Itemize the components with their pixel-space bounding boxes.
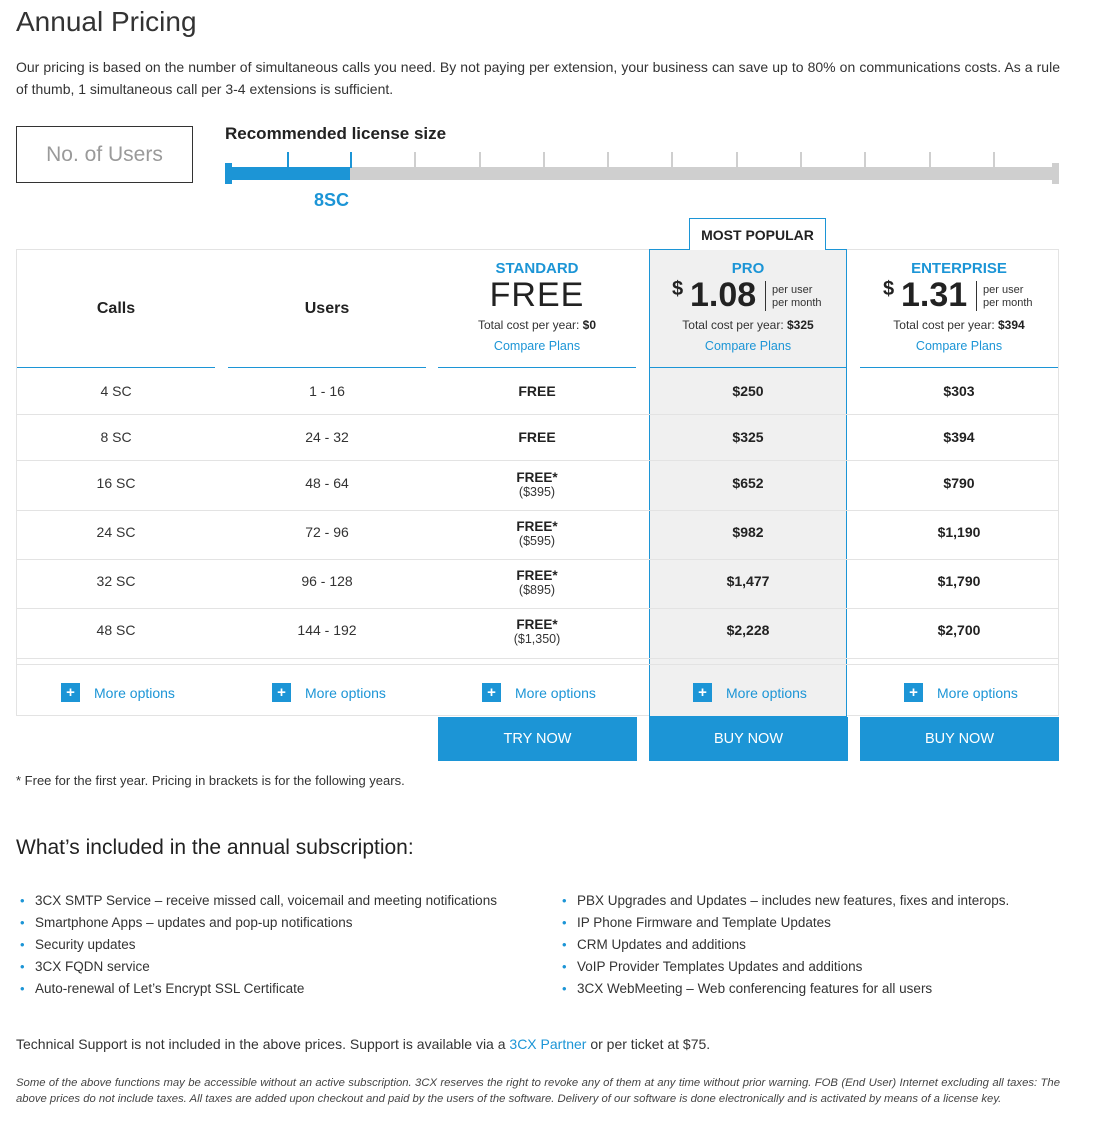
most-popular-badge: MOST POPULAR [689,218,826,250]
bullet-icon: • [562,937,567,952]
try-now-button[interactable]: TRY NOW [438,717,637,761]
table-cell-standard: FREE [518,429,556,445]
price-divider [765,281,766,311]
list-item-text: VoIP Provider Templates Updates and additions [577,959,863,974]
table-cell-standard [438,471,636,499]
table-cell-standard [438,520,636,548]
more-options-enterprise[interactable] [904,683,1018,702]
table-cell-calls: 24 SC [96,524,136,540]
slider-tick[interactable] [671,152,673,168]
table-cell-enterprise: $394 [943,429,975,445]
price-unit [772,284,822,310]
table-cell-pro: $1,477 [726,573,770,589]
bullet-icon: • [20,915,25,930]
table-cell-users: 96 - 128 [301,573,353,589]
per-user: per user [772,284,813,296]
bullet-icon: • [20,937,25,952]
pro-total [649,318,847,332]
standard-first-year: FREE* [516,470,558,485]
buy-now-enterprise-button[interactable]: BUY NOW [860,717,1059,761]
list-item [16,956,497,978]
slider-tick[interactable] [607,152,609,168]
free-footnote: * Free for the first year. Pricing in brackets is for the following years. [16,773,405,788]
more-options-pro[interactable] [693,683,807,702]
price-unit [983,284,1033,310]
slider-tick[interactable] [287,152,289,168]
row-divider [17,460,1058,461]
table-cell-users: 72 - 96 [305,524,349,540]
more-options-calls[interactable] [61,683,175,702]
standard-following-years: ($595) [518,534,556,548]
plus-icon[interactable]: + [693,683,712,702]
table-cell-enterprise: $790 [943,475,975,491]
slider-endcap-left [225,163,232,184]
users-header: Users [304,300,350,317]
list-item-text: CRM Updates and additions [577,937,746,952]
header-underline [228,367,426,368]
standard-plan-name: STANDARD [495,260,579,277]
plus-icon[interactable]: + [904,683,923,702]
slider-tick[interactable] [864,152,866,168]
list-item-text: Auto-renewal of Let’s Encrypt SSL Certificate [35,981,305,996]
standard-first-year: FREE* [516,519,558,534]
total-label: Total cost per year: [893,318,998,332]
total-value: $394 [998,318,1025,332]
list-item [558,934,1009,956]
bullet-icon: • [562,981,567,996]
standard-price: FREE [489,276,585,314]
buy-now-pro-button[interactable]: BUY NOW [649,717,848,761]
bullet-icon: • [20,893,25,908]
more-options-standard[interactable] [482,683,596,702]
more-options-label[interactable]: More options [305,684,386,701]
support-text-end: or per ticket at $75. [586,1036,711,1052]
slider-tick[interactable] [929,152,931,168]
table-cell-enterprise: $303 [943,383,975,399]
list-item-text: 3CX WebMeeting – Web conferencing features for all users [577,981,933,996]
table-cell-standard [438,618,636,646]
enterprise-total [860,318,1058,332]
pro-price [672,276,832,316]
support-note [16,1036,710,1052]
table-cell-users: 1 - 16 [309,383,345,399]
list-item [16,978,497,1000]
list-item-text: PBX Upgrades and Updates – includes new features, fixes and interops. [577,893,1010,908]
bullet-icon: • [20,981,25,996]
more-options-label[interactable]: More options [726,684,807,701]
enterprise-price [883,276,1043,316]
standard-following-years: ($1,350) [513,632,561,646]
table-cell-pro: $250 [732,383,764,399]
list-item-text: Smartphone Apps – updates and pop-up notifications [35,915,353,930]
partner-link[interactable]: 3CX Partner [509,1036,587,1052]
table-cell-users: 144 - 192 [297,622,357,638]
price-divider [976,281,977,311]
table-cell-pro: $982 [732,524,764,540]
license-slider-fill [225,167,350,180]
slider-tick[interactable] [479,152,481,168]
standard-total [438,318,636,332]
table-cell-calls: 4 SC [100,383,132,399]
total-value: $325 [787,318,814,332]
table-cell-standard: FREE [518,383,556,399]
list-item [16,912,497,934]
standard-first-year: FREE* [516,617,558,632]
table-cell-pro: $2,228 [726,622,770,638]
header-underline [649,367,847,368]
standard-following-years: ($895) [518,583,556,597]
slider-handle[interactable] [350,152,352,168]
table-cell-users: 24 - 32 [305,429,349,445]
per-month: per month [983,297,1033,309]
currency-symbol: $ [883,278,895,300]
standard-first-year: FREE* [516,568,558,583]
row-divider [17,664,1058,665]
list-item [16,934,497,956]
selected-license-value: 8SC [314,190,350,210]
row-divider [17,559,1058,560]
total-label: Total cost per year: [477,318,583,332]
table-cell-pro: $325 [732,429,764,445]
standard-compare-link[interactable]: Compare Plans [493,339,581,353]
more-options-label[interactable]: More options [515,684,596,701]
table-cell-calls: 8 SC [100,429,132,445]
list-item [558,956,1009,978]
enterprise-compare-link[interactable]: Compare Plans [915,339,1003,353]
table-cell-pro: $652 [732,475,764,491]
standard-following-years: ($395) [518,485,556,499]
included-list-left [16,890,497,1000]
header-underline [438,367,636,368]
row-divider [17,658,1058,659]
slider-tick[interactable] [800,152,802,168]
slider-endcap-right [1052,163,1059,184]
list-item-text: 3CX FQDN service [35,959,150,974]
per-month: per month [772,297,822,309]
table-cell-enterprise: $1,190 [937,524,981,540]
plus-icon[interactable]: + [61,683,80,702]
slider-tick[interactable] [414,152,416,168]
table-cell-calls: 48 SC [96,622,136,638]
pro-compare-link[interactable]: Compare Plans [704,339,792,353]
calls-header: Calls [96,300,136,317]
table-cell-users: 48 - 64 [305,475,349,491]
recommended-license-label: Recommended license size [225,124,447,143]
list-item [558,978,1009,1000]
users-input[interactable]: No. of Users [16,126,193,183]
support-text: Technical Support is not included in the above prices. Support is available via a [16,1036,510,1052]
row-divider [17,510,1058,511]
bullet-icon: • [562,915,567,930]
more-options-label[interactable]: More options [94,684,175,701]
row-divider [17,414,1058,415]
page-title: Annual Pricing [16,6,197,37]
plus-icon[interactable]: + [482,683,501,702]
list-item [16,890,497,912]
more-options-label[interactable]: More options [937,684,1018,701]
plus-icon[interactable]: + [272,683,291,702]
row-divider [17,608,1058,609]
total-label: Total cost per year: [682,318,787,332]
slider-tick[interactable] [993,152,995,168]
table-cell-standard [438,569,636,597]
intro-text: Our pricing is based on the number of simultaneous calls you need. By not paying per extension, your business can save up to 80% on communications costs. As a rule of thumb, 1 simultaneous call per 3-4 extensions is sufficient. [16,59,1060,97]
per-user: per user [983,284,1024,296]
header-underline [17,367,215,368]
table-cell-calls: 32 SC [96,573,136,589]
total-value: $0 [582,318,597,332]
slider-tick[interactable] [543,152,545,168]
list-item [558,890,1009,912]
header-underline [860,367,1058,368]
pro-price-amount: 1.08 [690,276,757,314]
list-item [558,912,1009,934]
bullet-icon: • [562,893,567,908]
slider-tick[interactable] [736,152,738,168]
enterprise-price-amount: 1.31 [901,276,968,314]
bullet-icon: • [562,959,567,974]
table-cell-enterprise: $2,700 [937,622,981,638]
included-heading: What’s included in the annual subscription: [16,836,414,859]
enterprise-plan-name: ENTERPRISE [911,260,1007,277]
more-options-users[interactable] [272,683,386,702]
table-cell-calls: 16 SC [96,475,136,491]
list-item-text: IP Phone Firmware and Template Updates [577,915,831,930]
list-item-text: Security updates [35,937,136,952]
fine-print: Some of the above functions may be accessible without an active subscription. 3CX reserves the right to revoke any of them at any time without prior warning. FOB (End User) Internet excluding all taxes: The above prices do not include taxes. All taxes are added upon checkout and paid by the users of the software. Delivery of our software is done electronically and is activated by means of a license key. [16,1077,1060,1105]
list-item-text: 3CX SMTP Service – receive missed call, voicemail and meeting notifications [35,893,497,908]
included-list-right [558,890,1009,1000]
pro-plan-name: PRO [731,260,765,277]
bullet-icon: • [20,959,25,974]
currency-symbol: $ [672,278,684,300]
table-cell-enterprise: $1,790 [937,573,981,589]
